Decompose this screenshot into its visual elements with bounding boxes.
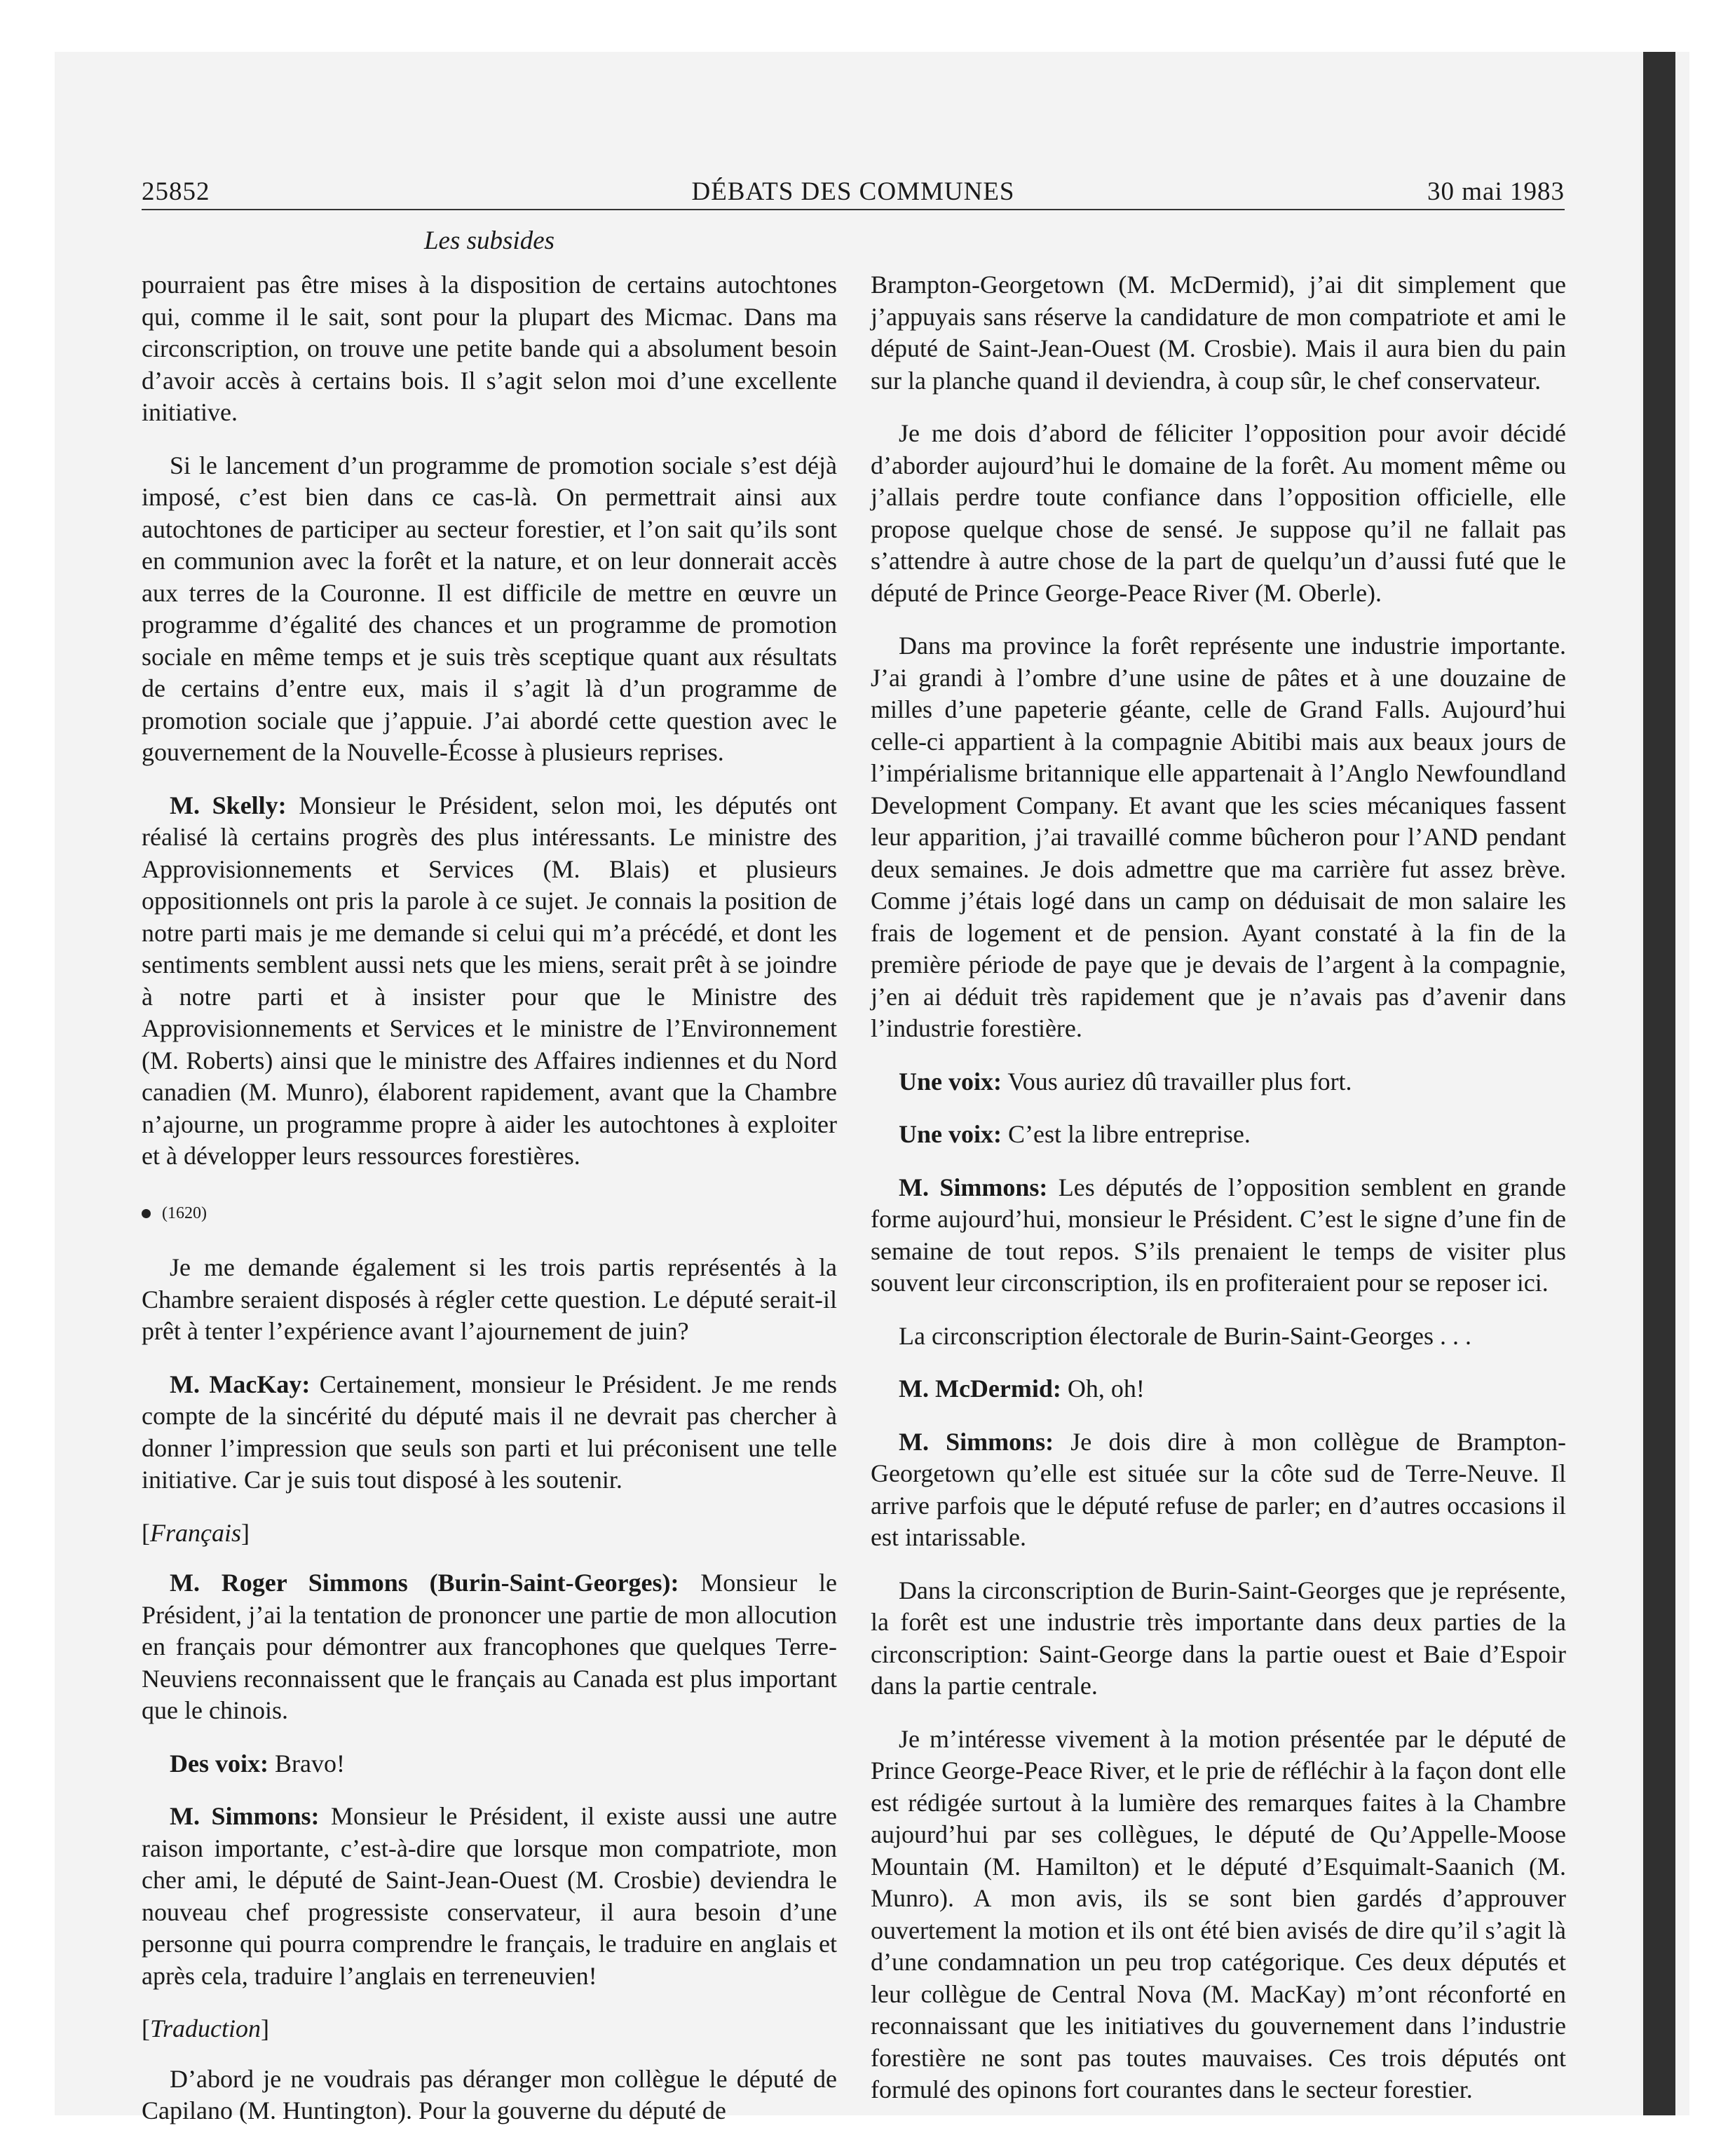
paragraph: Dans la circonscription de Burin-Saint-Georges que je représente, la forêt est une industrie très importante dans deux parties de la circonscription: Saint-George dans la partie ouest et Baie d’Espoir dans la partie centrale.	[871, 1576, 1566, 1700]
speech	[142, 1748, 837, 1780]
speaker-name: M. MacKay:	[170, 1370, 311, 1398]
page-header	[142, 174, 1565, 210]
paragraph: La circonscription électorale de Burin-Saint-Georges . . .	[899, 1321, 1472, 1350]
paragraph: Je me dois d’abord de féliciter l’opposition pour avoir décidé d’aborder aujourd’hui le domaine de la forêt. Au moment même ou j’allais perdre toute confiance dans l’opposition officielle, elle propose quelque chose de sensé. Je suppose qu’il ne fallait pas s’attendre à autre chose de la part de quelqu’un d’aussi futé que le député de Prince George-Peace River (M. Oberle).	[871, 419, 1566, 607]
paragraph: Dans ma province la forêt représente une industrie importante. J’ai grandi à l’ombre d’une usine de pâtes et à une douzaine de milles d’une papeterie géante, celle de Grand Falls. Aujourd’hui celle-ci appartient à la compagnie Abitibi mais aux beaux jours de l’impérialisme britannique elle appartenait à l’Anglo Newfoundland Development Company. Et avant que les scies mécaniques fassent leur apparition, j’ai travaillé comme bûcheron pour l’AND pendant deux semaines. Je dois admettre que ma carrière fut assez brève. Comme j’étais logé dans un camp on déduisait de mon salaire les frais de logement et de pension. Ayant constaté à la fin de la première période de paye que je devais de l’argent à la compagnie, j’en ai déduit très rapidement que je n’avais pas d’avenir dans l’industrie forestière.	[871, 632, 1566, 1042]
speech-text: C’est la libre entreprise.	[1002, 1120, 1251, 1148]
publication-title: DÉBATS DES COMMUNES	[691, 177, 1015, 206]
speech-text: Monsieur le Président, selon moi, les députés ont réalisé là certains progrès des plus intéressants. Le ministre des Approvisionnements et Services (M. Blais) et plusieurs oppositionnels ont pris la parole à ce sujet. Je connais la position de notre parti mais je me demande si celui qui m’a précédé, et dont les sentiments semblent aussi nets que les miens, serait prêt à se joindre à notre parti et à insister pour que le Ministre des Approvisionnements et Services et le ministre de l’Environnement (M. Roberts) ainsi que le ministre des Affaires indiennes et du Nord canadien (M. Munro), élaborent rapidement, avant que la Chambre n’ajourne, un programme propre à aider les autochtones à exploiter et à développer leurs ressources forestières.	[142, 791, 837, 1170]
publication-date: 30 mai 1983	[1427, 177, 1565, 206]
speaker-name: Une voix:	[899, 1120, 1002, 1148]
left-column	[142, 269, 837, 2148]
speaker-name: M. Simmons:	[170, 1802, 320, 1830]
speech	[871, 1426, 1566, 1554]
paragraph: pourraient pas être mises à la disposition de certains autochtones qui, comme il le sait, sont pour la plupart des Micmac. Dans ma circonscription, on trouve une petite bande qui a absolument besoin d’avoir accès à certains bois. Il s’agit selon moi d’une excellente initiative.	[142, 271, 837, 426]
language-tag: [Français]	[142, 1518, 250, 1547]
speech-text: Oh, oh!	[1061, 1374, 1145, 1403]
speech	[871, 1373, 1566, 1405]
speaker-name: Une voix:	[899, 1067, 1002, 1096]
speaker-name: M. Skelly:	[170, 791, 287, 819]
section-title: Les subsides	[423, 226, 555, 255]
speech	[871, 1119, 1566, 1151]
speech	[142, 1801, 837, 1992]
speech-text: Les députés de l’opposition semblent en grande forme aujourd’hui, monsieur le Président. C’est le signe d’une fin de semaine de tout repos. S’ils prenaient le temps de visiter plus souvent leur circonscription, ils en profiteraient pour se reposer ici.	[871, 1173, 1567, 1297]
language-tag-text: Traduction	[150, 2014, 261, 2042]
paragraph: Je m’intéresse vivement à la motion présentée par le député de Prince George-Peace River, et le prie de réfléchir à la façon dont elle est rédigée surtout à la lumière des remarques faites à la Chambre aujourd’hui par ses collègues, le député de Qu’Appelle-Moose Mountain (M. Hamilton) et le député d’Esquimalt-Saanich (M. Munro). A mon avis, ils se sont bien gardés d’approuver ouvertement la motion et ils ont été bien avisés de dire qu’il s’agit là d’une condamnation un peu trop catégorique. Ces deux députés et leur collègue de Central Nova (M. MacKay) m’ont réconforté en reconnaissant que les initiatives du gouvernement dans l’industrie forestière ne sont pas toutes mauvaises. Ces trois députés ont formulé des opinons fort courantes dans le secteur forestier.	[871, 1724, 1566, 2103]
speech-text: Je dois dire à mon collègue de Brampton-Georgetown qu’elle est située sur la côte sud de Terre-Neuve. Il arrive parfois que le député refuse de parler; en d’autres occasions il est intarissable.	[871, 1427, 1567, 1551]
bullet-icon	[142, 1209, 151, 1218]
time-code: (1620)	[162, 1203, 207, 1222]
right-column	[871, 269, 1566, 2127]
scan-edge-bar	[1643, 52, 1675, 2115]
paragraph: Brampton-Georgetown (M. McDermid), j’ai dit simplement que j’appuyais sans réserve la candidature de mon compatriote et ami le député de Saint-Jean-Ouest (M. Crosbie). Mais il aura bien du pain sur la planche quand il deviendra, à coup sûr, le chef conservateur.	[871, 271, 1566, 395]
speaker-name: M. Roger Simmons (Burin-Saint-Georges):	[170, 1569, 679, 1597]
speech	[142, 790, 837, 1173]
language-tag-text: Français	[150, 1518, 241, 1547]
speech	[142, 1567, 837, 1727]
speech-text: Bravo!	[268, 1749, 345, 1778]
speaker-name: Des voix:	[170, 1749, 268, 1778]
speech	[871, 1066, 1566, 1098]
speech-text: Monsieur le Président, il existe aussi une autre raison importante, c’est-à-dire que lorsque mon compatriote, mon cher ami, le député de Saint-Jean-Ouest (M. Crosbie) deviendra le nouveau chef progressiste conservateur, il aura besoin d’une personne qui pourra comprendre le français, le traduire en anglais et après cela, traduire l’anglais en terreneuvien!	[142, 1802, 837, 1990]
time-marker	[142, 1198, 837, 1230]
speech	[142, 1369, 837, 1496]
speech	[871, 1172, 1566, 1299]
language-tag: [Traduction]	[142, 2014, 270, 2042]
speaker-name: M. Simmons:	[899, 1427, 1054, 1456]
speaker-name: M. McDermid:	[899, 1374, 1061, 1403]
paragraph: Si le lancement d’un programme de promotion sociale s’est déjà imposé, c’est bien dans ce cas-là. On permettrait ainsi aux autochtones de participer au secteur forestier, et l’on sait qu’ils sont en communion avec la forêt et la nature, et on leur donnerait accès aux terres de la Couronne. Il est difficile de mettre en œuvre un programme d’égalité des chances et un programme de promotion sociale en même temps et je suis très sceptique quant aux résultats de certains d’entre eux, mais il s’agit là d’un programme de promotion sociale que j’appuie. J’ai abordé cette question avec le gouvernement de la Nouvelle-Écosse à plusieurs reprises.	[142, 451, 837, 766]
paragraph: Je me demande également si les trois partis représentés à la Chambre seraient disposés à régler cette question. Le député serait-il prêt à tenter l’expérience avant l’ajournement de juin?	[142, 1253, 837, 1345]
speech-text: Certainement, monsieur le Président. Je me rends compte de la sincérité du député mais il ne devrait pas chercher à donner l’impression que seuls son parti et lui préconisent une telle initiative. Car je suis tout disposé à les soutenir.	[142, 1370, 837, 1494]
speech-text: Vous auriez dû travailler plus fort.	[1002, 1067, 1352, 1096]
page-number: 25852	[142, 177, 210, 206]
paragraph: D’abord je ne voudrais pas déranger mon collègue le député de Capilano (M. Huntington). Pour la gouverne du député de	[142, 2064, 837, 2124]
speech-text: Monsieur le Président, j’ai la tentation de prononcer une partie de mon allocution en français pour démontrer aux francophones que quelques Terre-Neuviens reconnaissent que le français au Canada est plus important que le chinois.	[142, 1569, 837, 1724]
speaker-name: M. Simmons:	[899, 1173, 1048, 1201]
